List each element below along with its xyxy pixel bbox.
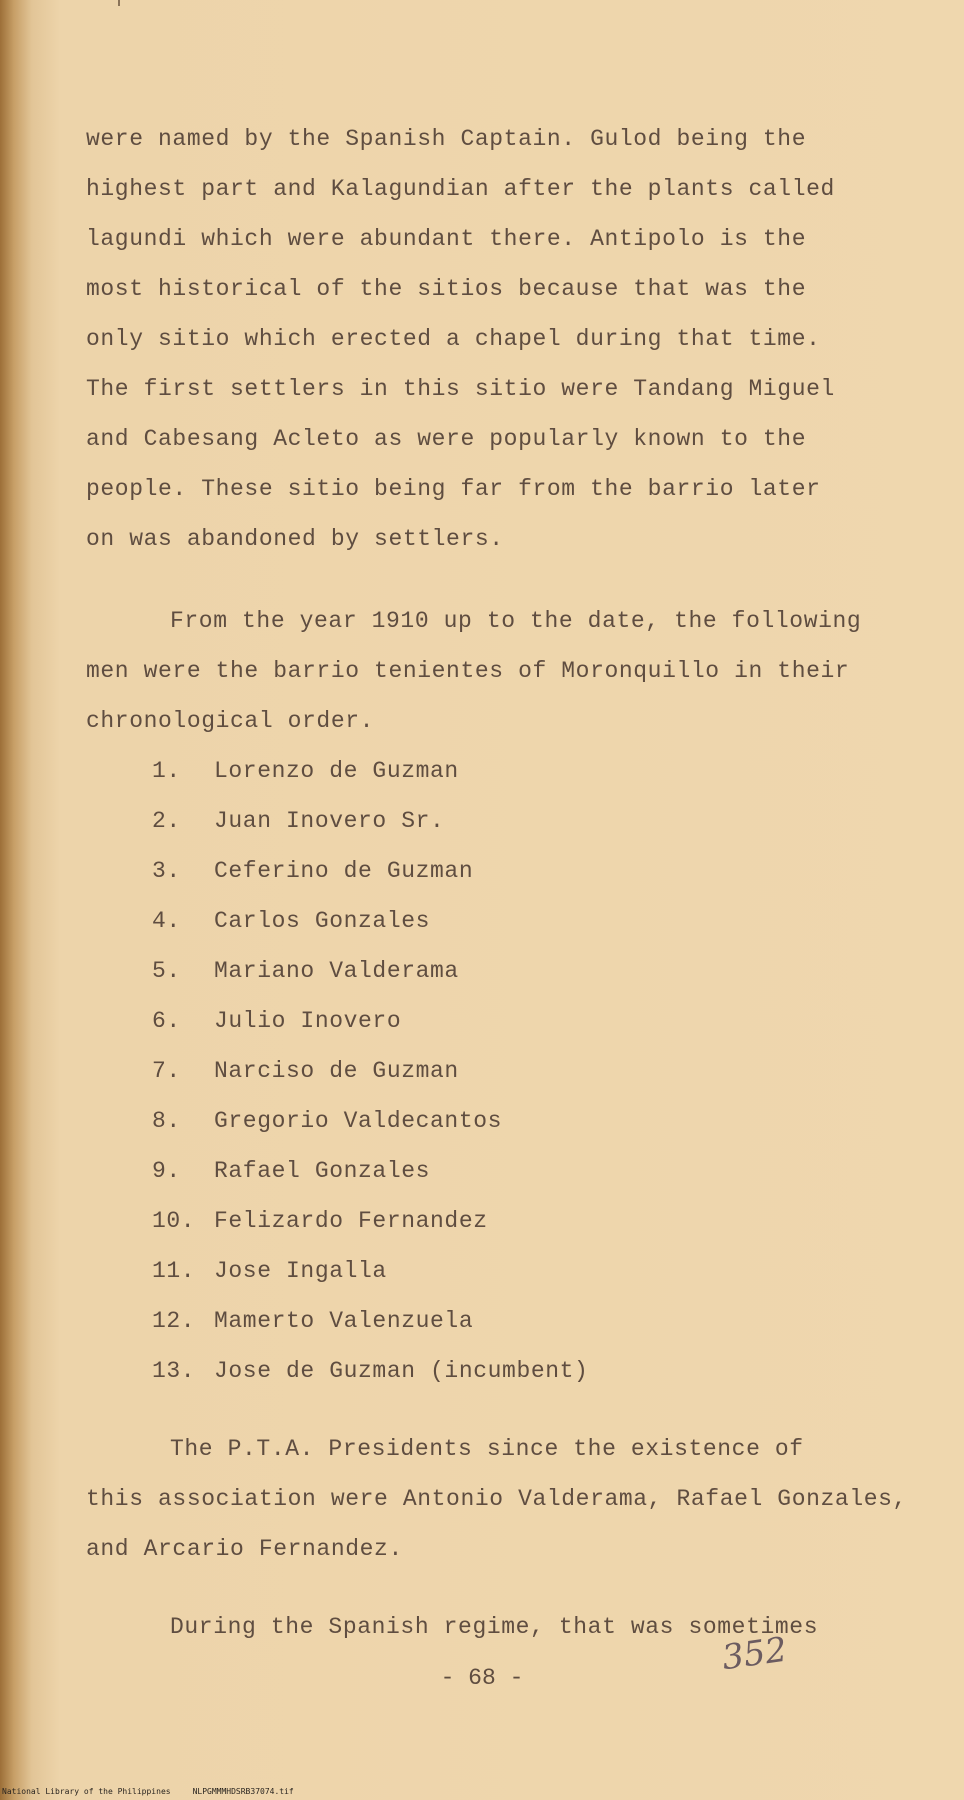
list-name: Jose de Guzman (incumbent) bbox=[214, 1358, 589, 1384]
list-number: 8. bbox=[152, 1108, 181, 1134]
list-item bbox=[152, 1008, 401, 1034]
text-line: only sitio which erected a chapel during that time. bbox=[86, 326, 821, 352]
list-item bbox=[152, 908, 430, 934]
text-line: men were the barrio tenientes of Moronquillo in their bbox=[86, 658, 850, 684]
list-name: Carlos Gonzales bbox=[214, 908, 431, 934]
list-name: Julio Inovero bbox=[214, 1008, 402, 1034]
list-item bbox=[152, 1308, 473, 1334]
list-item bbox=[152, 1058, 459, 1084]
list-number: 3. bbox=[152, 858, 181, 884]
list-item bbox=[152, 1358, 588, 1384]
scan-mark bbox=[118, 0, 120, 6]
list-number: 9. bbox=[152, 1158, 181, 1184]
list-item bbox=[152, 1208, 488, 1234]
list-item bbox=[152, 1158, 430, 1184]
list-name: Juan Inovero Sr. bbox=[214, 808, 445, 834]
list-name: Gregorio Valdecantos bbox=[214, 1108, 503, 1134]
text-line: During the Spanish regime, that was sometimes bbox=[170, 1614, 819, 1640]
text-line: this association were Antonio Valderama, Rafael Gonzales, bbox=[86, 1486, 907, 1512]
list-number: 1. bbox=[152, 758, 181, 784]
scan-footer bbox=[2, 1787, 294, 1796]
text-line: were named by the Spanish Captain. Gulod being the bbox=[86, 126, 807, 152]
list-item bbox=[152, 858, 473, 884]
list-number: 5. bbox=[152, 958, 181, 984]
list-name: Mariano Valderama bbox=[214, 958, 459, 984]
page-number: - 68 - bbox=[440, 1665, 524, 1691]
list-item bbox=[152, 958, 459, 984]
list-item bbox=[152, 808, 444, 834]
text-line: and Arcario Fernandez. bbox=[86, 1536, 403, 1562]
list-name: Mamerto Valenzuela bbox=[214, 1308, 474, 1334]
list-name: Ceferino de Guzman bbox=[214, 858, 474, 884]
text-line: lagundi which were abundant there. Antipolo is the bbox=[86, 226, 807, 252]
list-number: 11. bbox=[152, 1258, 196, 1284]
list-name: Felizardo Fernandez bbox=[214, 1208, 488, 1234]
text-line: people. These sitio being far from the barrio later bbox=[86, 476, 821, 502]
list-number: 4. bbox=[152, 908, 181, 934]
text-line: From the year 1910 up to the date, the following bbox=[170, 608, 862, 634]
list-number: 7. bbox=[152, 1058, 181, 1084]
list-number: 2. bbox=[152, 808, 181, 834]
text-line: most historical of the sitios because that was the bbox=[86, 276, 807, 302]
list-name: Narciso de Guzman bbox=[214, 1058, 459, 1084]
handwritten-page-number: 352 bbox=[719, 1629, 790, 1679]
list-number: 13. bbox=[152, 1358, 196, 1384]
list-number: 12. bbox=[152, 1308, 196, 1334]
list-name: Lorenzo de Guzman bbox=[214, 758, 459, 784]
list-number: 6. bbox=[152, 1008, 181, 1034]
text-line: The first settlers in this sitio were Tandang Miguel bbox=[86, 376, 835, 402]
text-line: and Cabesang Acleto as were popularly known to the bbox=[86, 426, 807, 452]
file-id: NLPGMMMHDSRB37074.tif bbox=[192, 1787, 294, 1796]
library-name: National Library of the Philippines bbox=[2, 1787, 171, 1796]
list-item bbox=[152, 1108, 502, 1134]
list-number: 10. bbox=[152, 1208, 196, 1234]
text-line: The P.T.A. Presidents since the existence of bbox=[170, 1436, 804, 1462]
text-line: highest part and Kalagundian after the plants called bbox=[86, 176, 835, 202]
list-item bbox=[152, 1258, 387, 1284]
text-line: chronological order. bbox=[86, 708, 375, 734]
list-item bbox=[152, 758, 459, 784]
list-name: Jose Ingalla bbox=[214, 1258, 387, 1284]
list-name: Rafael Gonzales bbox=[214, 1158, 431, 1184]
text-line: on was abandoned by settlers. bbox=[86, 526, 504, 552]
